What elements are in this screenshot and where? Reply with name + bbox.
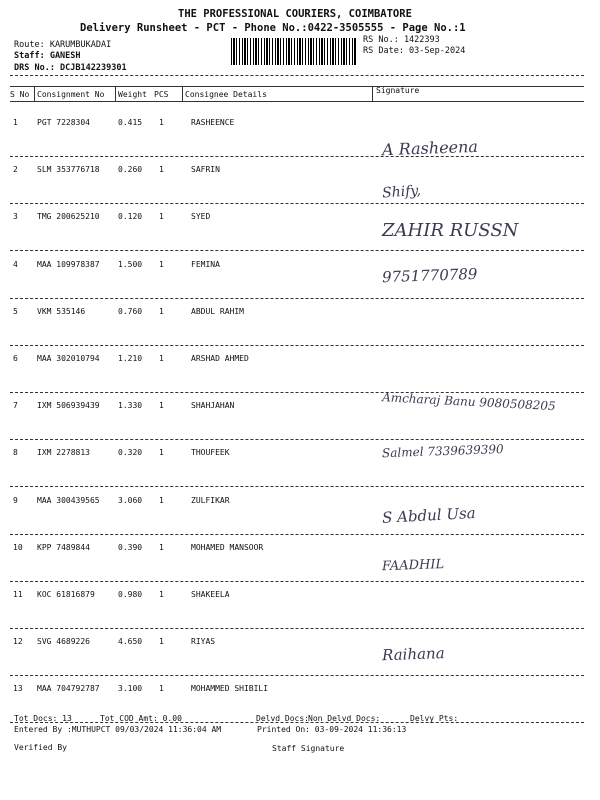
staff-label: Staff: GANESH bbox=[14, 51, 81, 61]
sno-cell: 5 bbox=[13, 306, 18, 316]
signature-mark: Shify, bbox=[381, 182, 422, 202]
weight-cell: 0.760 bbox=[118, 306, 143, 316]
consignee-cell: SHAHJAHAN bbox=[191, 401, 235, 411]
pcs-cell: 1 bbox=[159, 118, 164, 127]
sno-cell: 6 bbox=[13, 354, 18, 363]
weight-cell: 0.120 bbox=[118, 212, 143, 222]
pcs-cell: 1 bbox=[159, 259, 164, 269]
weight-cell: 4.650 bbox=[118, 637, 143, 647]
delivery-points: Delvy Pts: bbox=[410, 714, 459, 723]
signature-mark bbox=[382, 357, 567, 367]
weight-cell: 0.980 bbox=[118, 590, 143, 599]
sno-cell: 3 bbox=[13, 212, 18, 222]
pcs-cell: 1 bbox=[159, 165, 164, 175]
pcs-cell: 1 bbox=[159, 448, 164, 458]
table-top-border bbox=[10, 86, 584, 87]
row-divider bbox=[10, 250, 584, 251]
runsheet-title: Delivery Runsheet - PCT - Phone No.:0422-3505555 - Page No.:1 bbox=[80, 22, 466, 34]
consignee-cell: MOHAMMED SHIBILI bbox=[191, 684, 269, 694]
sno-cell: 13 bbox=[13, 684, 23, 694]
sno-cell: 1 bbox=[13, 118, 18, 127]
printed-on: Printed On: 03-09-2024 11:36:13 bbox=[257, 725, 407, 734]
pcs-cell: 1 bbox=[159, 684, 164, 694]
column-divider bbox=[372, 86, 373, 101]
signature-mark: Salmel 7339639390 bbox=[381, 442, 504, 461]
consignee-cell: ZULFIKAR bbox=[191, 495, 230, 505]
sno-cell: 10 bbox=[13, 542, 23, 552]
route-label: Route: KARUMBUKADAI bbox=[14, 40, 112, 50]
pcs-cell: 1 bbox=[159, 590, 164, 599]
sno-cell: 2 bbox=[13, 165, 18, 175]
consignment-cell: VKM 535146 bbox=[37, 306, 86, 316]
column-divider bbox=[34, 86, 35, 101]
consignee-cell: SAFRIN bbox=[191, 165, 220, 175]
weight-cell: 0.320 bbox=[118, 448, 143, 458]
weight-cell: 1.330 bbox=[118, 401, 143, 411]
consignee-cell: THOUFEEK bbox=[191, 448, 230, 458]
table-header-border bbox=[10, 101, 584, 102]
weight-cell: 0.415 bbox=[118, 118, 143, 127]
row-divider bbox=[10, 486, 584, 487]
staff-signature: Staff Signature bbox=[272, 744, 345, 753]
consignee-cell: ARSHAD AHMED bbox=[191, 354, 249, 363]
consignee-cell: ABDUL RAHIM bbox=[191, 306, 244, 316]
column-divider bbox=[115, 86, 116, 101]
signature-mark: A Rasheena bbox=[381, 136, 479, 160]
row-divider bbox=[10, 628, 584, 629]
consignment-cell: TMG 200625210 bbox=[37, 212, 100, 222]
consignee-cell: SYED bbox=[191, 212, 211, 222]
entered-by: Entered By :MUTHUPCT 09/03/2024 11:36:04 AM bbox=[14, 725, 222, 734]
sno-cell: 7 bbox=[13, 401, 18, 411]
row-divider bbox=[10, 392, 584, 393]
weight-cell: 0.260 bbox=[118, 165, 143, 175]
row-divider bbox=[10, 534, 584, 535]
delivered-docs: Delvd Docs: bbox=[256, 714, 309, 723]
sno-cell: 9 bbox=[13, 495, 18, 505]
row-divider bbox=[10, 439, 584, 440]
drs-number: DRS No.: DCJB142239301 bbox=[14, 63, 127, 73]
company-title: THE PROFESSIONAL COURIERS, COIMBATORE bbox=[178, 8, 412, 20]
header-rule bbox=[10, 75, 584, 76]
consignment-cell: MAA 302010794 bbox=[37, 354, 100, 363]
col-sno: S No bbox=[10, 90, 30, 99]
row-divider bbox=[10, 581, 584, 582]
row-divider bbox=[10, 298, 584, 299]
column-divider bbox=[182, 86, 183, 101]
consignee-cell: SHAKEELA bbox=[191, 590, 230, 599]
sno-cell: 12 bbox=[13, 637, 23, 647]
consignment-cell: KOC 61816879 bbox=[37, 590, 95, 599]
sno-cell: 8 bbox=[13, 448, 18, 458]
col-pcs: PCS bbox=[154, 90, 169, 99]
signature-mark: ZAHIR RUSSN bbox=[382, 220, 519, 242]
pcs-cell: 1 bbox=[159, 212, 164, 222]
consignment-cell: PGT 7228304 bbox=[37, 118, 90, 127]
pcs-cell: 1 bbox=[159, 306, 164, 316]
consignment-cell: IXM 506939439 bbox=[37, 401, 100, 411]
col-weight: Weight bbox=[118, 90, 147, 99]
verified-by: Verified By bbox=[14, 743, 67, 752]
signature-mark: Raihana bbox=[381, 644, 445, 665]
non-delivered-docs: Non Delvd Docs: bbox=[308, 714, 381, 723]
weight-cell: 1.210 bbox=[118, 354, 143, 363]
consignment-cell: MAA 109978387 bbox=[37, 259, 100, 269]
col-consignee: Consignee Details bbox=[185, 90, 267, 99]
signature-mark: FAADHIL bbox=[381, 556, 445, 575]
signature-mark: S Abdul Usa bbox=[381, 503, 477, 527]
weight-cell: 3.060 bbox=[118, 495, 143, 505]
consignment-cell: IXM 2278813 bbox=[37, 448, 90, 458]
consignment-cell: SLM 353776718 bbox=[37, 165, 100, 175]
consignee-cell: RIYAS bbox=[191, 637, 216, 647]
total-docs: Tot Docs: 13 bbox=[14, 714, 72, 723]
weight-cell: 0.390 bbox=[118, 542, 143, 552]
col-consignment: Consignment No bbox=[37, 90, 105, 99]
barcode bbox=[231, 38, 357, 65]
pcs-cell: 1 bbox=[159, 495, 164, 505]
rs-number: RS No.: 1422393 bbox=[363, 35, 440, 45]
pcs-cell: 1 bbox=[159, 354, 164, 363]
signature-mark: Amcharaj Banu 9080508205 bbox=[381, 390, 556, 414]
pcs-cell: 1 bbox=[159, 401, 164, 411]
consignee-cell: MOHAMED MANSOOR bbox=[191, 542, 264, 552]
rs-date: RS Date: 03-Sep-2024 bbox=[363, 46, 466, 56]
signature-mark bbox=[383, 583, 566, 609]
row-divider bbox=[10, 156, 584, 157]
pcs-cell: 1 bbox=[159, 542, 164, 552]
total-cod: Tot COD Amt: 0.00 bbox=[100, 714, 182, 723]
sno-cell: 4 bbox=[13, 259, 18, 269]
weight-cell: 3.100 bbox=[118, 684, 143, 694]
row-divider bbox=[10, 203, 584, 204]
row-divider bbox=[10, 345, 584, 346]
pcs-cell: 1 bbox=[159, 637, 164, 647]
consignment-cell: KPP 7489844 bbox=[37, 542, 90, 552]
weight-cell: 1.500 bbox=[118, 259, 143, 269]
row-divider bbox=[10, 675, 584, 676]
consignment-cell: MAA 300439565 bbox=[37, 495, 100, 505]
consignee-cell: RASHEENCE bbox=[191, 118, 235, 127]
col-signature: Signature bbox=[376, 86, 420, 95]
sno-cell: 11 bbox=[13, 590, 23, 599]
consignment-cell: MAA 704792787 bbox=[37, 684, 100, 694]
consignment-cell: SVG 4689226 bbox=[37, 637, 90, 647]
consignee-cell: FEMINA bbox=[191, 259, 220, 269]
signature-mark: 9751770789 bbox=[381, 264, 478, 286]
